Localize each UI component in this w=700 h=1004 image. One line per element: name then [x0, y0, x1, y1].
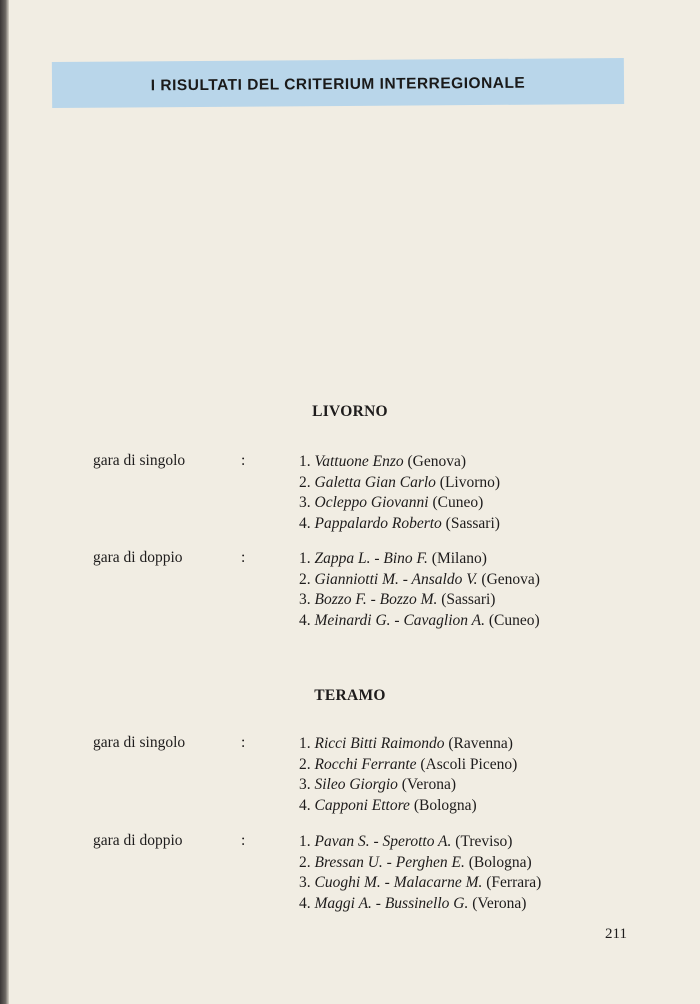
result-entry: 1. Pavan S. - Sperotto A. (Treviso) — [299, 833, 513, 850]
result-entry: 2. Gianniotti M. - Ansaldo V. (Genova) — [299, 570, 540, 588]
title-banner — [52, 58, 624, 108]
result-entry: 4. Capponi Ettore (Bologna) — [299, 796, 477, 814]
event-separator: : — [241, 734, 246, 751]
result-entry: 1. Vattuone Enzo (Genova) — [299, 453, 467, 470]
event-separator: : — [241, 832, 246, 849]
result-entry: 3. Ocleppo Giovanni (Cuneo) — [299, 494, 484, 511]
result-entry: 3. Cuoghi M. - Malacarne M. (Ferrara) — [299, 874, 542, 891]
results-list — [299, 832, 541, 914]
banner-title: I RISULTATI DEL CRITERIUM INTERREGIONALE — [150, 74, 526, 95]
results-list — [299, 549, 540, 631]
event-separator: : — [241, 452, 246, 469]
result-entry: 2. Bressan U. - Perghen E. (Bologna) — [299, 853, 532, 871]
results-list — [299, 734, 517, 816]
result-entry: 2. Rocchi Ferrante (Ascoli Piceno) — [299, 755, 518, 773]
result-entry: 4. Pappalardo Roberto (Sassari) — [299, 514, 500, 532]
event-label: gara di singolo — [93, 734, 186, 751]
event-label: gara di doppio — [93, 832, 183, 849]
page-binding-edge — [0, 0, 9, 1004]
section-title-livorno: LIVORNO — [312, 403, 388, 420]
result-entry: 4. Maggi A. - Bussinello G. (Verona) — [299, 894, 527, 912]
section-title-teramo: TERAMO — [314, 687, 386, 704]
event-label: gara di singolo — [93, 452, 186, 469]
event-label: gara di doppio — [93, 549, 183, 566]
result-entry: 1. Ricci Bitti Raimondo (Ravenna) — [299, 735, 513, 752]
result-entry: 1. Zappa L. - Bino F. (Milano) — [299, 550, 487, 567]
result-entry: 3. Bozzo F. - Bozzo M. (Sassari) — [299, 591, 496, 608]
page-number: 211 — [605, 926, 627, 942]
results-list — [299, 452, 500, 534]
event-separator: : — [241, 549, 246, 566]
result-entry: 4. Meinardi G. - Cavaglion A. (Cuneo) — [299, 611, 540, 629]
result-entry: 3. Sileo Giorgio (Verona) — [299, 776, 456, 793]
result-entry: 2. Galetta Gian Carlo (Livorno) — [299, 473, 501, 491]
